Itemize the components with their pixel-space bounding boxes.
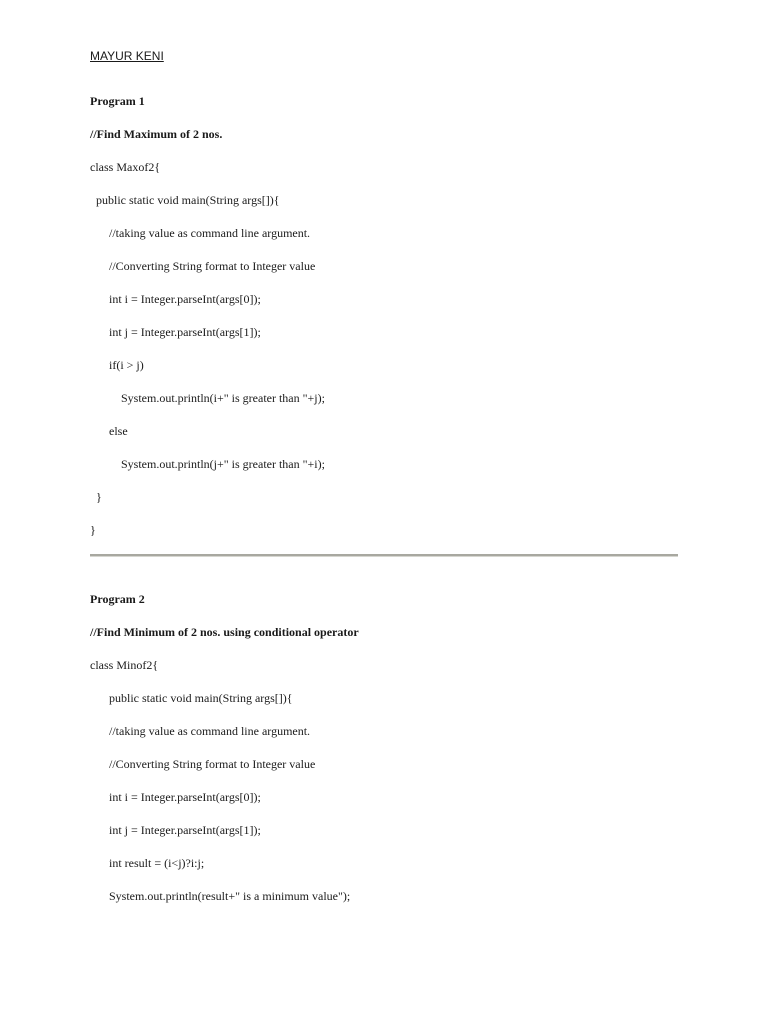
code-line: System.out.println(result+" is a minimum value"); [109, 889, 351, 903]
code-line: //Converting String format to Integer value [109, 757, 316, 771]
code-line: public static void main(String args[]){ [109, 691, 293, 705]
code-line: int j = Integer.parseInt(args[1]); [109, 823, 261, 837]
program-1-heading: Program 1 [90, 94, 145, 108]
code-line: //Converting String format to Integer value [109, 259, 316, 273]
code-line: System.out.println(j+" is greater than "+i); [121, 457, 325, 471]
code-line: int j = Integer.parseInt(args[1]); [109, 325, 261, 339]
code-line: int i = Integer.parseInt(args[0]); [109, 790, 261, 804]
code-line: if(i > j) [109, 358, 144, 372]
horizontal-divider [90, 554, 678, 557]
code-line: class Maxof2{ [90, 160, 161, 174]
code-line: } [90, 523, 96, 537]
code-line: } [96, 490, 102, 504]
code-line: int result = (i<j)?i:j; [109, 856, 205, 870]
code-line: else [109, 424, 128, 438]
code-line: class Minof2{ [90, 658, 159, 672]
author-name: MAYUR KENI [90, 49, 164, 63]
code-line: System.out.println(i+" is greater than "+j); [121, 391, 325, 405]
program-2-heading: Program 2 [90, 592, 145, 606]
code-line: int i = Integer.parseInt(args[0]); [109, 292, 261, 306]
code-line: //taking value as command line argument. [109, 226, 311, 240]
code-line: //taking value as command line argument. [109, 724, 311, 738]
program-2-comment: //Find Minimum of 2 nos. using conditional operator [90, 625, 359, 639]
code-line: public static void main(String args[]){ [96, 193, 280, 207]
program-1-comment: //Find Maximum of 2 nos. [90, 127, 223, 141]
